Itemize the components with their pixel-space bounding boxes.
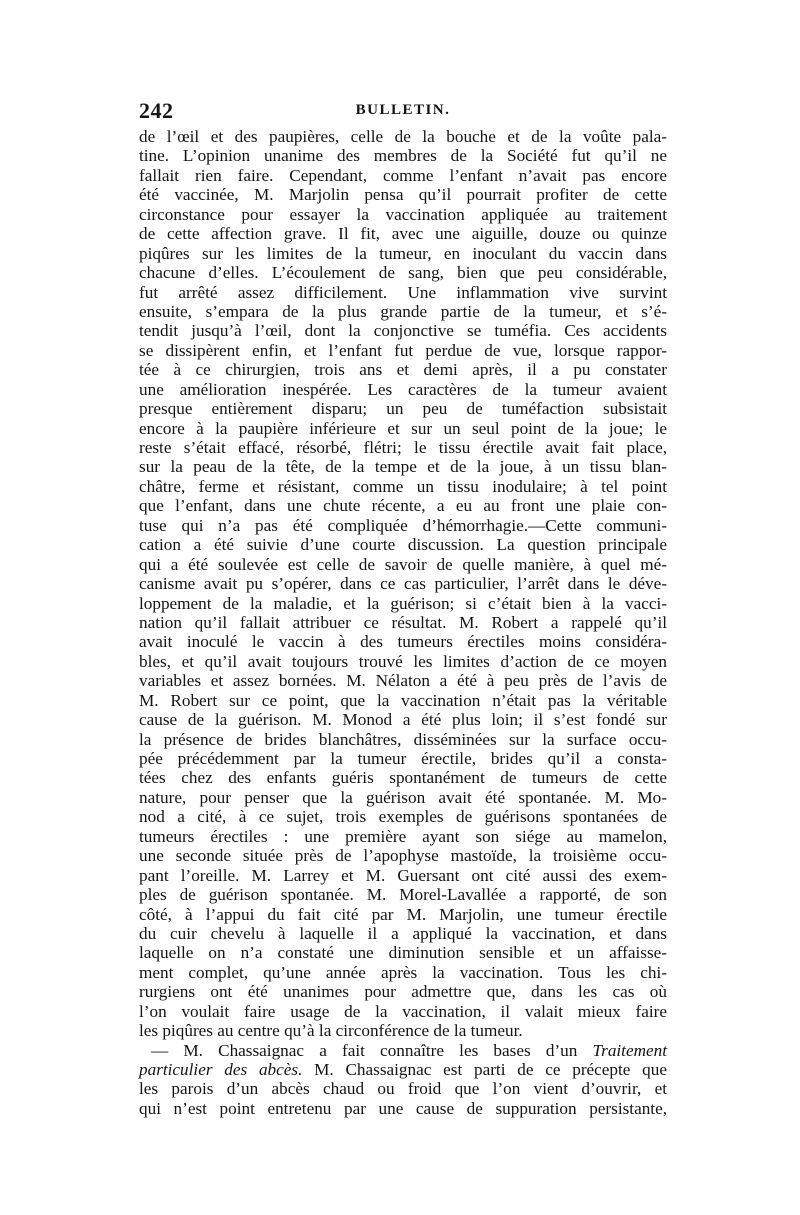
text-line: ensuite, s’empara de la plus grande partie de la tumeur, et s’é- xyxy=(139,301,667,321)
text-line: canisme avait pu s’opérer, dans ce cas particulier, l’arrêt dans le déve- xyxy=(139,574,667,594)
text-line: ples de guérison spontanée. M. Morel-Lavallée a rapporté, de son xyxy=(139,885,667,905)
text-line: les parois d’un abcès chaud ou froid que l’on vient d’ouvrir, et xyxy=(139,1079,667,1099)
text-line: du cuir chevelu à laquelle il a appliqué la vaccination, et dans xyxy=(139,923,667,943)
text-line: bles, et qu’il avait toujours trouvé les limites d’action de ce moyen xyxy=(139,651,667,671)
text-line: encore à la paupière inférieure et sur un seul point de la joue; le xyxy=(139,418,667,438)
italic-title: particulier des abcès. xyxy=(139,1060,303,1079)
text-line: circonstance pour essayer la vaccination appliquée au traitement xyxy=(139,204,667,224)
text-line: variables et assez bornées. M. Nélaton a été à peu près de l’avis de xyxy=(139,671,667,691)
text-line: une seconde située près de l’apophyse mastoïde, la troisième occu- xyxy=(139,846,667,866)
text-line: cation a été suivie d’une courte discussion. La question principale xyxy=(139,535,667,555)
text-line: rurgiens ont été unanimes pour admettre que, dans les cas où xyxy=(139,982,667,1002)
text-line: piqûres sur les limites de la tumeur, en inoculant du vaccin dans xyxy=(139,243,667,263)
text-line: la présence de brides blanchâtres, disséminées sur la surface occu- xyxy=(139,729,667,749)
text-line: de cette affection grave. Il fit, avec une aiguille, douze ou quinze xyxy=(139,224,667,244)
text-line: de l’œil et des paupières, celle de la bouche et de la voûte pala- xyxy=(139,127,667,146)
italic-title: Traitement xyxy=(592,1040,667,1060)
text-line: pée précédemment par la tumeur érectile, brides qu’il a consta- xyxy=(139,749,667,768)
text-line: tée à ce chirurgien, trois ans et demi après, il a pu constater xyxy=(139,360,667,380)
text-line: pant l’oreille. M. Larrey et M. Guersant ont cité aussi des exem- xyxy=(139,865,667,885)
text-line: chacune d’elles. L’écoulement de sang, bien que peu considérable, xyxy=(139,263,667,283)
text-line: châtre, ferme et résistant, comme un tissu inodulaire; à tel point xyxy=(139,476,667,496)
text-line: qui a été soulevée est celle de savoir de quelle manière, à quel mé- xyxy=(139,554,667,574)
text-line: que l’enfant, dans une chute récente, a eu au front une plaie con- xyxy=(139,496,667,516)
text-line: côté, à l’appui du fait cité par M. Marjolin, une tumeur érectile xyxy=(139,904,667,924)
text-run: M. Chassaignac est parti de ce précepte que xyxy=(302,1060,668,1079)
text-line: l’on voulait faire usage de la vaccination, il valait mieux faire xyxy=(139,1001,667,1021)
text-line: loppement de la maladie, et la guérison; si c’était bien à la vacci- xyxy=(139,593,667,613)
text-line: tées chez des enfants guéris spontanément de tumeurs de cette xyxy=(139,768,667,788)
text-line: tuse qui n’a pas été compliquée d’hémorrhagie.—Cette communi- xyxy=(139,515,667,535)
text-line xyxy=(139,1060,667,1079)
text-line: laquelle on n’a constaté une diminution sensible et un affaisse- xyxy=(139,943,667,963)
text-line: avait inoculé le vaccin à des tumeurs érectiles moins considéra- xyxy=(139,632,667,652)
text-line: cause de la guérison. M. Monod a été plus loin; il s’est fondé sur xyxy=(139,710,667,730)
text-line: été vaccinée, M. Marjolin pensa qu’il pourrait profiter de cette xyxy=(139,185,667,205)
text-line: les piqûres au centre qu’à la circonférence de la tumeur. xyxy=(139,1021,523,1041)
text-run: — M. Chassaignac a fait connaître les bases d’un xyxy=(151,1040,593,1060)
text-line: se dissipèrent enfin, et l’enfant fut perdue de vue, lorsque rappor- xyxy=(139,340,667,360)
text-line: sur la peau de la tête, de la tempe et de la joue, à un tissu blan- xyxy=(139,457,667,477)
text-line: qui n’est point entretenu par une cause de suppuration persistante, xyxy=(139,1098,667,1118)
text-line: M. Robert sur ce point, que la vaccination n’était pas la véritable xyxy=(139,690,667,710)
running-head: BULLETIN. xyxy=(355,102,451,118)
text-line: fallait rien faire. Cependant, comme l’enfant n’avait pas encore xyxy=(139,165,667,185)
text-line: nod a cité, à ce sujet, trois exemples de guérisons spontanées de xyxy=(139,807,667,827)
text-line xyxy=(139,1041,667,1060)
body-text xyxy=(139,127,667,1118)
text-line: nation qu’il fallait attribuer ce résultat. M. Robert a rappelé qu’il xyxy=(139,612,667,632)
text-line: fut arrêté assez difficilement. Une inflammation vive survint xyxy=(139,282,667,302)
text-line: tendit jusqu’à l’œil, dont la conjonctive se tuméfia. Ces accidents xyxy=(139,321,667,341)
text-line: ment complet, qu’une année après la vaccination. Tous les chi- xyxy=(139,962,667,982)
page-number: 242 xyxy=(139,98,174,123)
text-line: tumeurs érectiles : une première ayant son siége au mamelon, xyxy=(139,826,667,846)
text-line: une amélioration inespérée. Les caractères de la tumeur avaient xyxy=(139,379,667,399)
text-line: reste s’était effacé, résorbé, flétri; le tissu érectile avait fait place, xyxy=(139,438,667,457)
page-header xyxy=(139,98,667,124)
text-line: nature, pour penser que la guérison avait été spontanée. M. Mo- xyxy=(139,787,667,807)
text-line: presque entièrement disparu; un peu de tuméfaction subsistait xyxy=(139,399,667,419)
text-line: tine. L’opinion unanime des membres de la Société fut qu’il ne xyxy=(139,146,667,166)
